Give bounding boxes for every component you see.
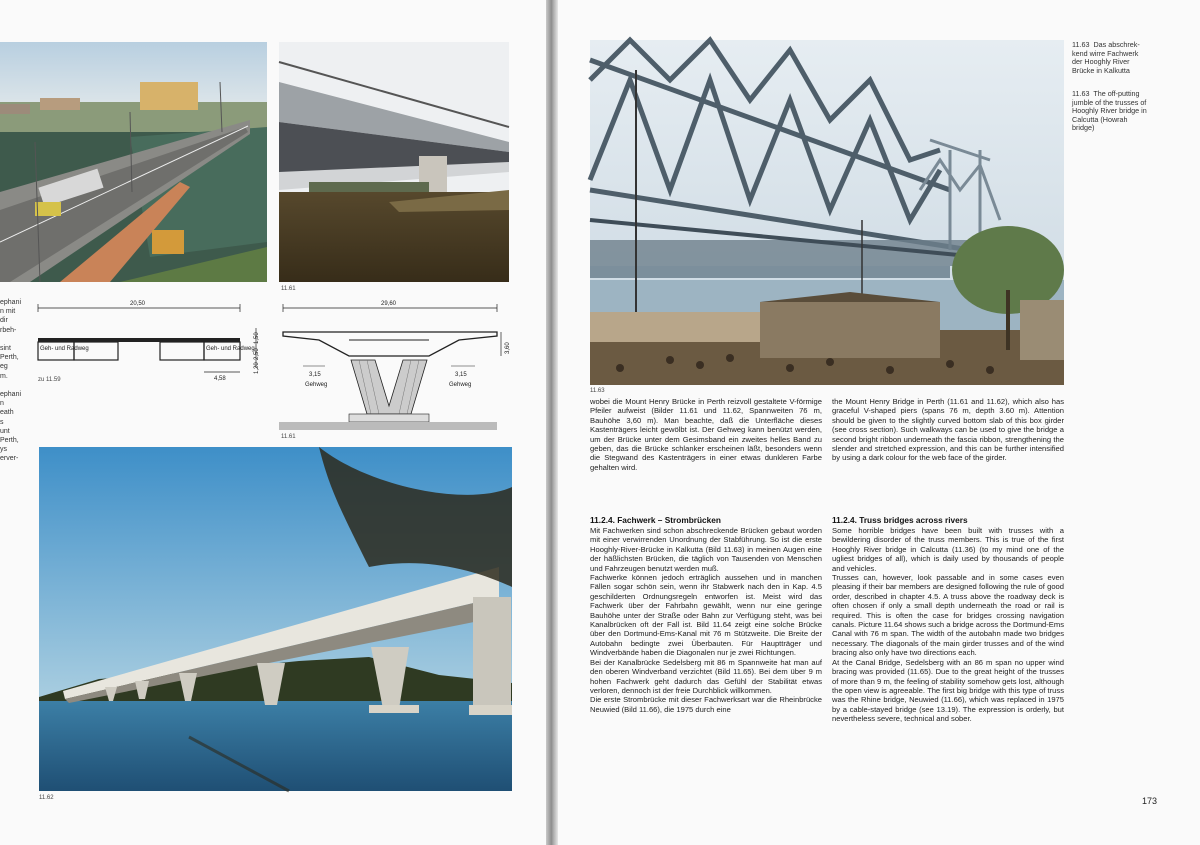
caption-11-61-drawing: 11.61	[281, 434, 296, 440]
side-caption-de: 11.63 Das abschrek- kend wirre Fachwerk der Hooghly River Brücke in Kalkutta	[1072, 40, 1140, 75]
heading-de: 11.2.4. Fachwerk – Strombrücken	[590, 515, 721, 525]
walkway-label-right-drawing-left: Gehweg	[305, 382, 328, 388]
dim-side-left: 3,15	[309, 372, 321, 378]
dim-bottom-left: 4,58	[214, 376, 226, 382]
caption-zu-11-59: zu 11.59	[38, 377, 61, 383]
heading-en: 11.2.4. Truss bridges across rivers	[832, 515, 968, 525]
page-number: 173	[1142, 796, 1158, 806]
photo-howrah-bridge	[590, 40, 1064, 385]
dim-side-1: 1,50	[254, 332, 260, 344]
dim-side-3: 1,20	[254, 362, 260, 374]
text-top-de: wobei die Mount Henry Brücke in Perth reizvoll gestaltete V-förmige Pfeiler aufweist (Bilder 11.61 und 11.62, Spannweiten 76 m, Bauhöhe 3,60 m). Man beachte, daß die Unterfläche dieses Kastenträgers leicht gewölbt ist. Der Gehweg kann benützt werden, um der Brücke unter dem Gesimsband ein zweites helles Band zu geben, das die Brücke schlanker erscheinen läßt, besonders wenn die Stegwand des Kastenträgers in einer etwas dunkleren Farbe gehalten wird.	[590, 397, 822, 472]
photo-mount-henry-bridge	[39, 447, 512, 791]
dim-side-right: 3,15	[455, 372, 467, 378]
margin-text-fragments: ephani n mit dir rbeh- sint Perth, eg m. ephani n eath s unt Perth, ys erver-	[0, 299, 22, 463]
body-de: Mit Fachwerken sind schon abschreckende Brücken gebaut worden mit einer verwirrenden Unordnung der Stabführung. So ist die erste Hooghly-River-Brücke in Kalkutta (Bild 11.63) in meinen Augen eine der häßlichsten Brücken, die täglich von Tausenden von Menschen und Fahrzeugen benutzt werden muß. Fachwerke können jedoch erträglich aussehen und in manchen Fällen sogar schön sein, wenn ihr Stabwerk nach den in Kap. 4.5 geschilderten Ordnungsregeln entworfen ist. Meist wird das Fachwerk über der Fahrbahn gewählt, wenn nur eine geringe Bauhöhe unter der Straße oder Bahn zur Verfügung steht, was bei Kanalbrücken oft der Fall ist. Bild 11.64 zeigt eine solche Brücke über den Dortmund-Ems-Kanal mit 76 m Stützweite. Die Breite der Autobahn bedingte zwei Überbauten. Für Hauptträger und Windverbände haben die Diagonalen nur je zwei Richtungen. Bei der Kanalbrücke Sedelsberg mit 86 m Spannweite hat man auf den oberen Windverband verzichtet (Bild 11.65). Bei dem über 9 m hohen Fachwerk geht dadurch das Gefühl der Stabilität etwas verloren, dennoch ist der freie Durchblick willkommen. Die erste Strombrücke mit dieser Fachwerksart war die Rheinbrücke Neuwied (Bild 11.66), die 1975 durch eine	[590, 526, 822, 714]
walkway-label-right-drawing-right: Gehweg	[449, 382, 472, 388]
caption-11-63: 11.63	[590, 388, 605, 394]
walkway-label-left: Geh- und Radweg	[40, 346, 89, 352]
caption-11-62: 11.62	[39, 795, 54, 801]
text-top-en: the Mount Henry Bridge in Perth (11.61 and 11.62), which also has graceful V-shaped piers (spans 76 m, depth 3.60 m). Attention should be given to the slightly curved bottom slab of this box girder (see cross section). Such walkways can be used to give the bridge a second bright ribbon underneath the fascia ribbon, strengthening the slender and stretched expression, and this can be further intensified by using a dark colour for the web face of the girder.	[832, 397, 1064, 463]
dim-height-right: 3,60	[505, 342, 511, 354]
dim-width-left: 20,50	[130, 301, 146, 307]
cross-section-drawing-left	[34, 296, 266, 386]
walkway-label-right: Geh- und Radweg	[206, 346, 255, 352]
photo-bridge-underside	[279, 42, 509, 282]
dim-side-2: 2,50	[254, 348, 260, 360]
cross-section-drawing-right	[279, 296, 509, 434]
side-caption-en: 11.63 The off-putting jumble of the trusses of Hooghly River bridge in Calcutta (Howrah bridge)	[1072, 89, 1147, 133]
photo-highway-bridge	[0, 42, 267, 282]
caption-11-61: 11.61	[281, 286, 296, 292]
book-gutter	[546, 0, 558, 845]
body-en: Some horrible bridges have been built with trusses with a bewildering disorder of the truss members. This is true of the first Hooghly River bridge in Calcutta (11.36) (to my mind one of the ugliest bridges of all), which is daily used by thousands of people and vehicles. Trusses can, however, look passable and in some cases even pleasing if their bar members are designed following the rule of good order, described in chapter 4.5. A truss above the roadway deck is often chosen if only a small depth underneath the road or rail is required. This is often the case for bridges crossing navigation canals. Picture 11.64 shows such a bridge across the Dortmund-Ems Canal with 76 m span. The width of the autobahn made two bridges necessary. The diagonals of the main girder trusses and of the wind bracing also only have two directions each. At the Canal Bridge, Sedelsberg with an 86 m span no upper wind bracing was provided (11.65). Due to the great height of the trusses of more than 9 m, the feeling of stability somehow gets lost, although the open view is agreeable. The first big bridge with this type of truss was the Rhine bridge, Neuwied (11.66), which was replaced in 1975 by a cable-stayed bridge (see 13.19). The expression is orderly, but nevertheless severe, technical and sober.	[832, 526, 1064, 724]
dim-width-right: 29,60	[381, 301, 397, 307]
